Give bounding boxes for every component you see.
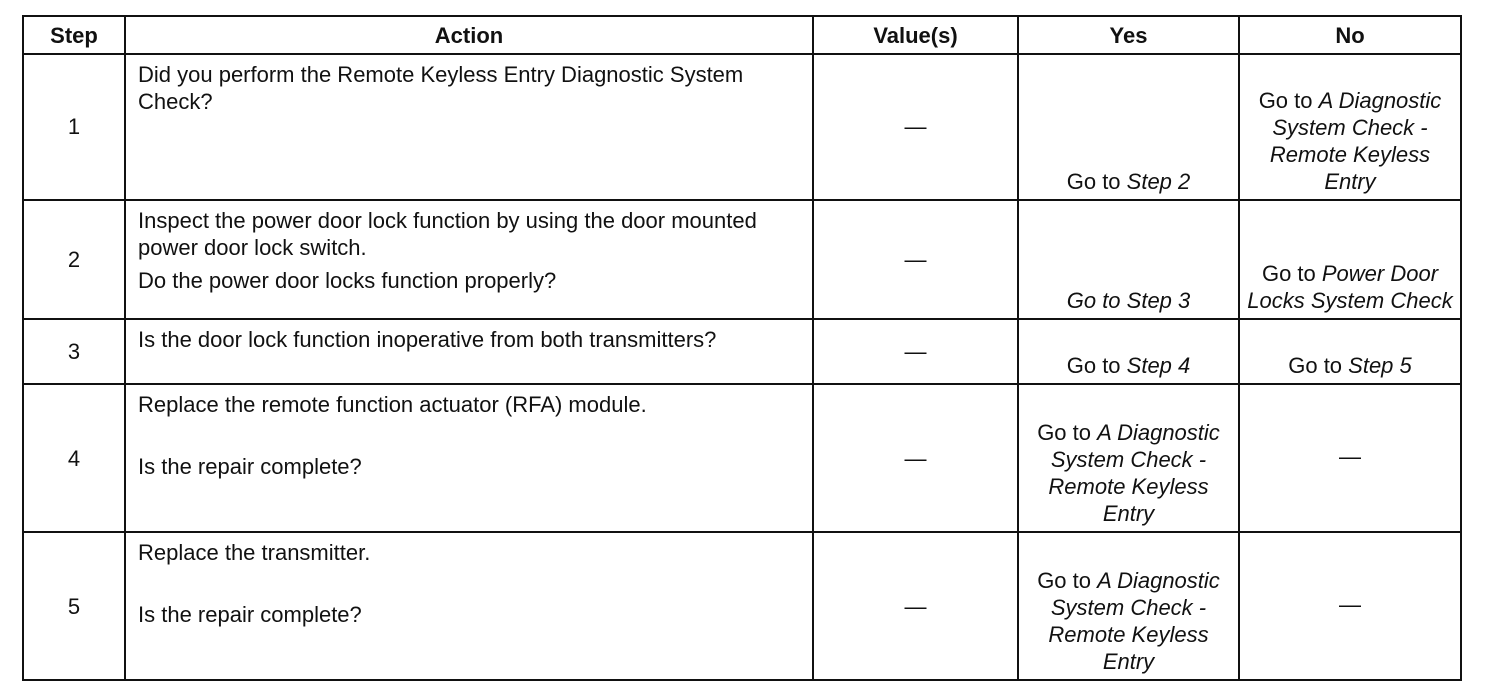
goto-prefix: Go to xyxy=(1066,353,1127,379)
goto-link[interactable]: Step 2 xyxy=(1126,168,1191,194)
step-number: 1 xyxy=(23,54,125,200)
header-action: Action xyxy=(125,16,813,54)
table-row xyxy=(23,384,1461,532)
value-cell: — xyxy=(813,200,1018,319)
action-cell xyxy=(125,384,813,532)
header-yes: Yes xyxy=(1018,16,1239,54)
goto-prefix: Go to xyxy=(1037,420,1098,446)
yes-cell xyxy=(1018,532,1239,680)
diagnostic-table xyxy=(22,15,1462,681)
action-cell xyxy=(125,532,813,680)
table-row xyxy=(23,200,1461,319)
header-no: No xyxy=(1239,16,1461,54)
goto-link[interactable]: A Diagnostic System Check - Remote Keyless Entry xyxy=(1048,568,1220,674)
value-cell: — xyxy=(813,384,1018,532)
action-text: Replace the remote function actuator (RFA) module. xyxy=(138,392,647,418)
no-cell: — xyxy=(1239,532,1461,680)
action-text: Inspect the power door lock function by using the door mounted power door lock switch. xyxy=(138,207,757,260)
action-text: Did you perform the Remote Keyless Entry Diagnostic System Check? xyxy=(138,62,744,114)
action-cell xyxy=(125,200,813,319)
table-row xyxy=(23,54,1461,200)
goto-link[interactable]: Step 5 xyxy=(1348,353,1412,379)
diagnostic-table-frame xyxy=(22,15,1460,681)
action-cell xyxy=(125,54,813,200)
goto-link[interactable]: Go to Step 3 xyxy=(1066,287,1191,313)
value-cell: — xyxy=(813,319,1018,384)
goto-prefix: Go to xyxy=(1261,260,1322,286)
goto-link[interactable]: Power Door Locks System Check xyxy=(1247,260,1453,313)
step-number: 4 xyxy=(23,384,125,532)
action-question: Is the repair complete? xyxy=(138,602,362,628)
table-header-row xyxy=(23,16,1461,54)
table-row xyxy=(23,532,1461,680)
action-cell xyxy=(125,319,813,384)
goto-prefix: Go to xyxy=(1258,87,1319,113)
yes-cell xyxy=(1018,200,1239,319)
goto-link[interactable]: A Diagnostic System Check - Remote Keyless Entry xyxy=(1048,420,1220,527)
no-cell: — xyxy=(1239,384,1461,532)
action-text: Is the door lock function inoperative from both transmitters? xyxy=(138,326,717,352)
table-row xyxy=(23,319,1461,384)
no-cell xyxy=(1239,54,1461,200)
step-number: 2 xyxy=(23,200,125,319)
no-cell xyxy=(1239,200,1461,319)
yes-cell xyxy=(1018,384,1239,532)
step-number: 3 xyxy=(23,319,125,384)
goto-prefix: Go to xyxy=(1037,568,1098,593)
value-cell: — xyxy=(813,54,1018,200)
value-cell: — xyxy=(813,532,1018,680)
action-question: Do the power door locks function properly? xyxy=(138,267,557,293)
goto-prefix: Go to xyxy=(1288,353,1349,379)
action-text: Replace the transmitter. xyxy=(138,540,371,566)
header-step: Step xyxy=(23,16,125,54)
goto-link[interactable]: Step 4 xyxy=(1126,353,1191,379)
goto-prefix: Go to xyxy=(1066,168,1127,194)
header-values: Value(s) xyxy=(813,16,1018,54)
goto-link[interactable]: A Diagnostic System Check - Remote Keyless Entry xyxy=(1269,87,1442,194)
step-number: 5 xyxy=(23,532,125,680)
no-cell xyxy=(1239,319,1461,384)
yes-cell xyxy=(1018,54,1239,200)
yes-cell xyxy=(1018,319,1239,384)
action-question: Is the repair complete? xyxy=(138,454,362,480)
